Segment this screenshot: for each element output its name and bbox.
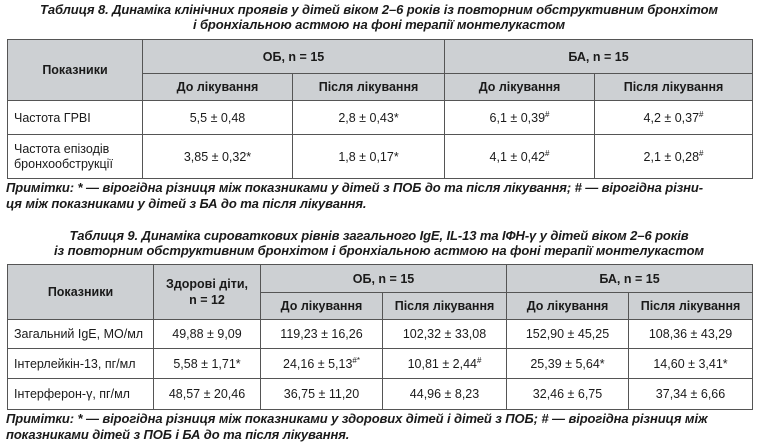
row-label-line2: бронхообструкції (14, 156, 113, 171)
data-cell (507, 349, 629, 379)
data-cell (261, 379, 383, 410)
row-label: Загальний IgE, МО/мл (8, 320, 154, 349)
table-row (8, 320, 753, 349)
table8-header-indicators: Показники (8, 40, 143, 101)
table9-header-ob: ОБ, n = 15 (261, 265, 507, 293)
cell-value: 2,1 ± 0,28 (643, 149, 700, 164)
table9-header-ob-before: До лікування (261, 293, 383, 320)
cell-mark: # (699, 109, 704, 119)
cell-value: 10,81 ± 2,44 (407, 356, 477, 371)
healthy-line2: n = 12 (189, 293, 225, 307)
cell-mark: * (235, 356, 241, 371)
table9 (7, 264, 753, 410)
cell-value: 4,2 ± 0,37 (643, 110, 700, 125)
table9-header-ba: БА, n = 15 (507, 265, 753, 293)
table8-header-ob-after: Після лікування (293, 74, 445, 101)
cell-value: 32,46 ± 6,75 (532, 387, 603, 401)
data-cell (629, 349, 753, 379)
table8-header-ob-before: До лікування (143, 74, 293, 101)
table8-header-ba-before: До лікування (445, 74, 595, 101)
table9-header-ob-after: Після лікування (383, 293, 507, 320)
data-cell (629, 320, 753, 349)
cell-value: 119,23 ± 16,26 (280, 327, 363, 341)
data-cell (445, 135, 595, 179)
cell-value: 37,34 ± 6,66 (655, 387, 726, 401)
data-cell (293, 135, 445, 179)
cell-value: 1,8 ± 0,17 (338, 149, 394, 164)
row-label: Інтерферон-γ, пг/мл (8, 379, 154, 410)
cell-mark: # (476, 355, 482, 365)
cell-value: 3,85 ± 0,32 (183, 149, 247, 164)
data-cell (507, 379, 629, 410)
cell-mark: * (393, 149, 399, 164)
cell-value: 6,1 ± 0,39 (489, 110, 546, 125)
table9-caption-line1: Таблиця 9. Динаміка сироваткових рівнів загального IgE, IL-13 та ІФН-γ у дітей віком 2–6 років (69, 228, 689, 243)
data-cell (261, 320, 383, 349)
cell-value: 102,32 ± 33,08 (402, 327, 487, 341)
data-cell (383, 320, 507, 349)
cell-value: 4,1 ± 0,42 (489, 149, 546, 164)
table9-caption-line2: із повторним обструктивним бронхітом і бронхіальною астмою на фоні терапії монтелукастом (54, 243, 704, 258)
data-cell (261, 349, 383, 379)
data-cell (445, 101, 595, 135)
table8-notes (6, 180, 754, 212)
table8-header-ob: ОБ, n = 15 (143, 40, 445, 74)
cell-mark: * (393, 110, 399, 125)
data-cell (293, 101, 445, 135)
cell-mark: #* (352, 355, 360, 365)
table9-header-indicators: Показники (8, 265, 154, 320)
cell-mark: * (722, 356, 728, 371)
data-cell (383, 349, 507, 379)
row-label-line1: Частота епізодів (14, 141, 110, 156)
table9-header-healthy (154, 265, 261, 320)
table-row (8, 349, 753, 379)
data-cell (507, 320, 629, 349)
data-cell (154, 349, 261, 379)
row-label: Інтерлейкін-13, пг/мл (8, 349, 154, 379)
cell-value: 48,57 ± 20,46 (168, 387, 246, 401)
table9-header-ba-after: Після лікування (629, 293, 753, 320)
table8-header-ba: БА, n = 15 (445, 40, 753, 74)
data-cell (595, 101, 753, 135)
table-row (8, 379, 753, 410)
data-cell (383, 379, 507, 410)
cell-value: 44,96 ± 8,23 (409, 387, 480, 401)
cell-mark: * (599, 356, 605, 371)
table9-notes (6, 411, 754, 443)
cell-value: 36,75 ± 11,20 (283, 387, 360, 401)
data-cell (154, 379, 261, 410)
row-label-text: Частота ГРВІ (14, 110, 91, 125)
cell-value: 25,39 ± 5,64 (530, 356, 600, 371)
cell-mark: * (246, 149, 252, 164)
table8-caption (0, 2, 758, 32)
cell-mark: # (545, 148, 550, 158)
data-cell (154, 320, 261, 349)
data-cell (143, 101, 293, 135)
data-cell (595, 135, 753, 179)
row-label (8, 135, 143, 179)
cell-value: 5,5 ± 0,48 (189, 110, 246, 125)
table9-caption (0, 228, 758, 258)
cell-value: 2,8 ± 0,43 (338, 110, 394, 125)
table-row (8, 135, 753, 179)
table8-note-line1: Примітки: * — вірогідна різниця між показниками у дітей з ПОБ до та після лікування; # — вірогідна різни- (6, 180, 703, 195)
healthy-line1: Здорові діти, (166, 277, 248, 291)
table9-note-line2: показниками дітей з ПОБ і БА до та після лікування. (6, 427, 350, 442)
cell-value: 14,60 ± 3,41 (653, 356, 723, 371)
table8-note-line2: ця між показниками у дітей з БА до та після лікування. (6, 196, 367, 211)
data-cell (143, 135, 293, 179)
data-cell (629, 379, 753, 410)
cell-value: 5,58 ± 1,71 (173, 356, 236, 371)
table9-note-line1: Примітки: * — вірогідна різниця між показниками у здорових дітей і дітей з ПОБ; # — вірогідна різниця між (6, 411, 708, 426)
table8 (7, 39, 753, 179)
table-row (8, 101, 753, 135)
table9-header-ba-before: До лікування (507, 293, 629, 320)
table8-header-ba-after: Після лікування (595, 74, 753, 101)
cell-value: 49,88 ± 9,09 (172, 327, 242, 341)
row-label (8, 101, 143, 135)
cell-mark: # (545, 109, 550, 119)
cell-mark: # (699, 148, 704, 158)
cell-value: 108,36 ± 43,29 (648, 327, 733, 341)
table8-caption-line2: і бронхіальною астмою на фоні терапії монтелукастом (192, 17, 566, 32)
table8-caption-line1: Таблиця 8. Динаміка клінічних проявів у дітей віком 2–6 років із повторним обструктивним бронхітом (40, 2, 718, 17)
cell-value: 24,16 ± 5,13 (283, 356, 353, 371)
cell-value: 152,90 ± 45,25 (525, 327, 610, 341)
